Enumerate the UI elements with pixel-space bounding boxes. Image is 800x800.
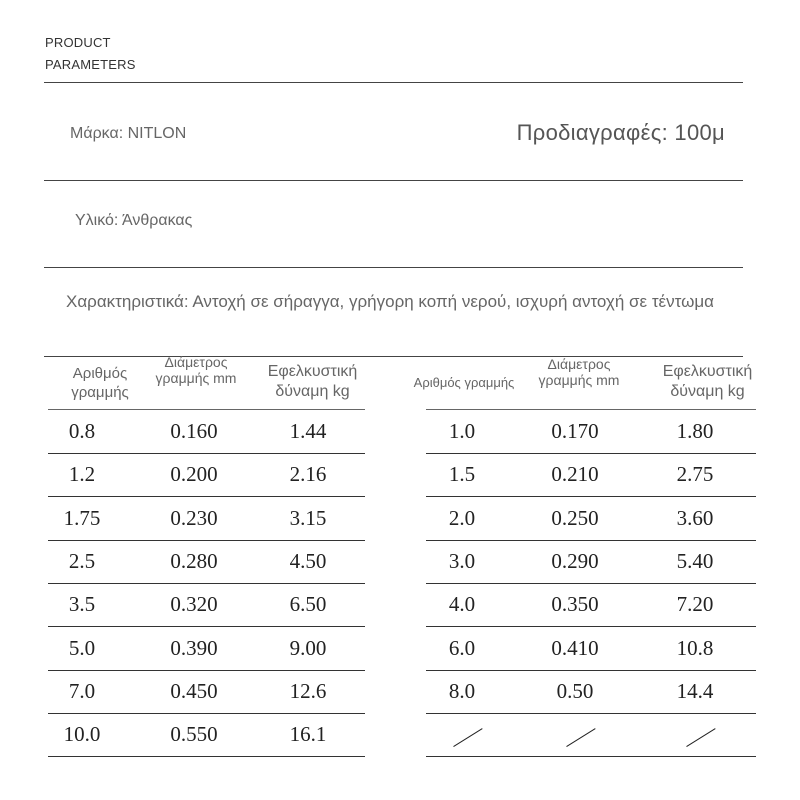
divider bbox=[44, 267, 743, 268]
right-cell: 0.50 bbox=[556, 678, 594, 703]
left-cell: 0.8 bbox=[68, 419, 96, 443]
divider bbox=[44, 82, 743, 83]
right-cell: 3.60 bbox=[676, 505, 714, 530]
left-cell: 2.16 bbox=[289, 462, 327, 487]
row-divider bbox=[48, 670, 365, 671]
row-divider bbox=[426, 670, 756, 671]
header-line-1: PRODUCT bbox=[45, 35, 111, 50]
diagonal-slash-icon bbox=[686, 728, 716, 747]
right-cell: 1.80 bbox=[676, 419, 714, 443]
left-cell: 0.160 bbox=[170, 419, 218, 443]
right-cell: 8.0 bbox=[448, 678, 476, 703]
left-header-rule bbox=[48, 409, 365, 410]
left-cell: 0.280 bbox=[170, 548, 218, 573]
left-cell: 1.44 bbox=[289, 419, 327, 443]
left-cell: 4.50 bbox=[289, 548, 327, 573]
row-divider bbox=[48, 713, 365, 714]
row-divider bbox=[48, 583, 365, 584]
right-cell: 4.0 bbox=[448, 592, 476, 617]
brand-text: Μάρκα: NITLON bbox=[70, 125, 187, 142]
left-cell: 12.6 bbox=[289, 678, 327, 703]
right-cell: 0.350 bbox=[551, 592, 599, 617]
left-cell: 0.390 bbox=[170, 635, 218, 660]
left-header-line-no: Αριθμός γραμμής bbox=[71, 365, 129, 401]
right-cell: 6.0 bbox=[448, 635, 476, 660]
right-cell: 10.8 bbox=[676, 635, 714, 660]
right-cell: 5.40 bbox=[676, 548, 714, 573]
left-cell: 10.0 bbox=[63, 722, 101, 747]
left-cell: 0.550 bbox=[170, 722, 218, 747]
row-divider bbox=[426, 626, 756, 627]
right-cell: 0.210 bbox=[551, 462, 599, 487]
right-cell: 1.5 bbox=[448, 462, 476, 487]
diagonal-slash-icon bbox=[566, 728, 596, 747]
row-divider bbox=[426, 756, 756, 757]
right-cell: 0.250 bbox=[551, 505, 599, 530]
right-header-line-no: Αριθμός γραμμής bbox=[413, 375, 515, 390]
left-header-diameter: Διάμετρος γραμμής mm bbox=[155, 354, 237, 386]
row-divider bbox=[426, 540, 756, 541]
left-cell: 6.50 bbox=[289, 592, 327, 617]
row-divider bbox=[48, 756, 365, 757]
right-header-tensile: Εφελκυστική δύναμη kg bbox=[662, 363, 753, 400]
header-line-2: PARAMETERS bbox=[45, 57, 136, 72]
row-divider bbox=[48, 540, 365, 541]
left-cell: 2.5 bbox=[68, 548, 96, 573]
right-cell: 0.410 bbox=[551, 635, 599, 660]
left-cell: 0.320 bbox=[170, 592, 218, 617]
section-header bbox=[45, 32, 136, 76]
right-cell: 2.0 bbox=[448, 505, 476, 530]
material-text: Υλικό: Άνθρακας bbox=[75, 212, 193, 229]
right-header-diameter: Διάμετρος γραμμής mm bbox=[538, 356, 620, 388]
row-divider bbox=[48, 453, 365, 454]
right-cell: 0.290 bbox=[551, 548, 599, 573]
row-divider bbox=[426, 713, 756, 714]
row-divider bbox=[426, 453, 756, 454]
left-cell: 9.00 bbox=[289, 635, 327, 660]
left-header-tensile: Εφελκυστική δύναμη kg bbox=[267, 363, 358, 400]
left-cell: 3.5 bbox=[68, 592, 96, 617]
left-cell: 16.1 bbox=[289, 722, 327, 747]
right-header-rule bbox=[426, 409, 756, 410]
left-cell: 0.200 bbox=[170, 462, 218, 487]
left-cell: 3.15 bbox=[289, 505, 327, 530]
left-cell: 0.230 bbox=[170, 505, 218, 530]
right-cell: 3.0 bbox=[448, 548, 476, 573]
row-divider bbox=[48, 626, 365, 627]
row-divider bbox=[426, 583, 756, 584]
left-cell: 7.0 bbox=[68, 678, 96, 703]
diagonal-slash-icon bbox=[453, 728, 483, 747]
left-cell: 1.2 bbox=[68, 462, 96, 487]
left-cell: 1.75 bbox=[63, 505, 101, 530]
divider bbox=[44, 356, 743, 357]
left-cell: 5.0 bbox=[68, 635, 96, 660]
features-text: Χαρακτηριστικά: Αντοχή σε σήραγγα, γρήγορη κοπή νερού, ισχυρή αντοχή σε τέντωμα bbox=[65, 292, 714, 311]
row-divider bbox=[48, 496, 365, 497]
divider bbox=[44, 180, 743, 181]
right-cell: 7.20 bbox=[676, 592, 714, 617]
right-cell: 2.75 bbox=[676, 462, 714, 487]
row-divider bbox=[426, 496, 756, 497]
right-cell: 14.4 bbox=[676, 678, 714, 703]
right-cell: 0.170 bbox=[551, 419, 599, 443]
right-cell: 1.0 bbox=[448, 419, 476, 443]
spec-text: Προδιαγραφές: 100μ bbox=[516, 120, 725, 145]
left-cell: 0.450 bbox=[170, 678, 218, 703]
